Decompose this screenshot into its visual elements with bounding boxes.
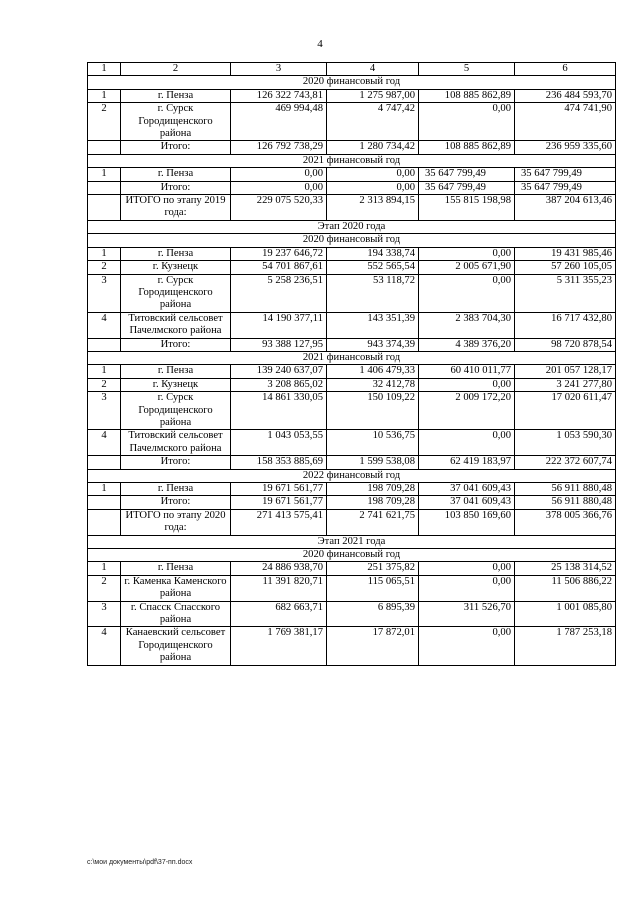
amount-col3: 682 663,71: [231, 601, 327, 627]
header-cell: 5: [419, 63, 515, 76]
section-title: 2021 финансовый год: [88, 351, 616, 364]
amount-total: 56 911 880,48: [515, 496, 616, 509]
table-body: [88, 76, 616, 665]
amount-col3: 19 671 561,77: [231, 483, 327, 496]
amount-col4: 143 351,39: [327, 312, 419, 338]
row-number: 3: [88, 392, 121, 430]
amount-total: 17 020 611,47: [515, 392, 616, 430]
row-number: 2: [88, 103, 121, 141]
amount-col3: 139 240 637,07: [231, 365, 327, 378]
table-row: [88, 627, 616, 665]
municipality-name: Итого:: [121, 496, 231, 509]
header-cell: 2: [121, 63, 231, 76]
table-header-row: [88, 63, 616, 76]
municipality-name: г. Каменка Каменского района: [121, 575, 231, 601]
section-title: 2020 финансовый год: [88, 549, 616, 562]
amount-total: 35 647 799,49: [515, 168, 616, 181]
section-title: 2021 финансовый год: [88, 154, 616, 167]
municipality-name: г. Кузнецк: [121, 378, 231, 391]
table-row: [88, 181, 616, 194]
financing-table: [87, 62, 616, 666]
municipality-name: Итого:: [121, 141, 231, 154]
amount-col5: 37 041 609,43: [419, 496, 515, 509]
amount-col5: 2 383 704,30: [419, 312, 515, 338]
amount-col5: 311 526,70: [419, 601, 515, 627]
municipality-name: ИТОГО по этапу 2019 года:: [121, 195, 231, 221]
amount-col5: 60 410 011,77: [419, 365, 515, 378]
table-row: [88, 456, 616, 469]
municipality-name: г. Кузнецк: [121, 261, 231, 274]
amount-col3: 229 075 520,33: [231, 195, 327, 221]
amount-total: 222 372 607,74: [515, 456, 616, 469]
amount-col3: 19 237 646,72: [231, 247, 327, 260]
amount-total: 16 717 432,80: [515, 312, 616, 338]
header-cell: 3: [231, 63, 327, 76]
amount-col4: 53 118,72: [327, 274, 419, 312]
table-row: [88, 312, 616, 338]
amount-total: 19 431 985,46: [515, 247, 616, 260]
section-row: [88, 220, 616, 233]
municipality-name: Итого:: [121, 181, 231, 194]
row-number: [88, 141, 121, 154]
amount-col5: 37 041 609,43: [419, 483, 515, 496]
section-row: [88, 549, 616, 562]
municipality-name: г. Пенза: [121, 365, 231, 378]
municipality-name: Канаевский сельсовет Городищенского района: [121, 627, 231, 665]
row-number: 2: [88, 575, 121, 601]
row-number: 1: [88, 483, 121, 496]
amount-col3: 54 701 867,61: [231, 261, 327, 274]
amount-total: 57 260 105,05: [515, 261, 616, 274]
row-number: [88, 195, 121, 221]
section-title: Этап 2021 года: [88, 535, 616, 548]
row-number: 2: [88, 261, 121, 274]
amount-col5: 0,00: [419, 247, 515, 260]
municipality-name: г. Пенза: [121, 247, 231, 260]
amount-col3: 1 769 381,17: [231, 627, 327, 665]
table-row: [88, 274, 616, 312]
amount-col5: 0,00: [419, 103, 515, 141]
section-row: [88, 234, 616, 247]
amount-col4: 6 895,39: [327, 601, 419, 627]
municipality-name: Итого:: [121, 338, 231, 351]
amount-col5: 0,00: [419, 627, 515, 665]
amount-col5: 108 885 862,89: [419, 89, 515, 102]
table-row: [88, 601, 616, 627]
row-number: [88, 456, 121, 469]
amount-col4: 150 109,22: [327, 392, 419, 430]
municipality-name: Титовский сельсовет Пачелмского района: [121, 430, 231, 456]
section-row: [88, 351, 616, 364]
amount-col4: 552 565,54: [327, 261, 419, 274]
amount-total: 3 241 277,80: [515, 378, 616, 391]
table-row: [88, 509, 616, 535]
amount-col5: 103 850 169,60: [419, 509, 515, 535]
amount-col3: 11 391 820,71: [231, 575, 327, 601]
row-number: 1: [88, 247, 121, 260]
municipality-name: г. Спасск Спасского района: [121, 601, 231, 627]
amount-total: 56 911 880,48: [515, 483, 616, 496]
table-row: [88, 430, 616, 456]
amount-total: 236 484 593,70: [515, 89, 616, 102]
table-row: [88, 496, 616, 509]
amount-total: 98 720 878,54: [515, 338, 616, 351]
amount-col3: 271 413 575,41: [231, 509, 327, 535]
municipality-name: г. Сурск Городищенского района: [121, 392, 231, 430]
row-number: 1: [88, 365, 121, 378]
amount-col4: 32 412,78: [327, 378, 419, 391]
amount-col3: 0,00: [231, 181, 327, 194]
table-row: [88, 562, 616, 575]
amount-col4: 1 406 479,33: [327, 365, 419, 378]
amount-col4: 4 747,42: [327, 103, 419, 141]
row-number: 1: [88, 562, 121, 575]
amount-col4: 1 280 734,42: [327, 141, 419, 154]
amount-col5: 0,00: [419, 575, 515, 601]
section-row: [88, 535, 616, 548]
amount-col3: 3 208 865,02: [231, 378, 327, 391]
table-row: [88, 483, 616, 496]
amount-col3: 1 043 053,55: [231, 430, 327, 456]
municipality-name: ИТОГО по этапу 2020 года:: [121, 509, 231, 535]
municipality-name: г. Пенза: [121, 562, 231, 575]
amount-col5: 2 005 671,90: [419, 261, 515, 274]
table-row: [88, 261, 616, 274]
row-number: [88, 496, 121, 509]
municipality-name: Итого:: [121, 456, 231, 469]
table-row: [88, 365, 616, 378]
amount-col5: 0,00: [419, 430, 515, 456]
amount-col3: 126 322 743,81: [231, 89, 327, 102]
amount-total: 35 647 799,49: [515, 181, 616, 194]
municipality-name: г. Сурск Городищенского района: [121, 103, 231, 141]
section-row: [88, 154, 616, 167]
row-number: [88, 338, 121, 351]
row-number: 4: [88, 627, 121, 665]
municipality-name: г. Пенза: [121, 89, 231, 102]
row-number: 2: [88, 378, 121, 391]
amount-col3: 469 994,48: [231, 103, 327, 141]
section-row: [88, 76, 616, 89]
header-cell: 1: [88, 63, 121, 76]
amount-col4: 10 536,75: [327, 430, 419, 456]
amount-col5: 35 647 799,49: [419, 168, 515, 181]
amount-col4: 251 375,82: [327, 562, 419, 575]
row-number: 1: [88, 89, 121, 102]
amount-col5: 108 885 862,89: [419, 141, 515, 154]
section-title: 2020 финансовый год: [88, 76, 616, 89]
amount-col4: 2 313 894,15: [327, 195, 419, 221]
amount-total: 11 506 886,22: [515, 575, 616, 601]
amount-col3: 14 861 330,05: [231, 392, 327, 430]
amount-total: 1 053 590,30: [515, 430, 616, 456]
amount-col3: 19 671 561,77: [231, 496, 327, 509]
amount-col5: 62 419 183,97: [419, 456, 515, 469]
amount-col5: 0,00: [419, 378, 515, 391]
table-row: [88, 141, 616, 154]
amount-col4: 1 599 538,08: [327, 456, 419, 469]
section-title: 2020 финансовый год: [88, 234, 616, 247]
header-cell: 4: [327, 63, 419, 76]
table-row: [88, 168, 616, 181]
amount-col4: 0,00: [327, 168, 419, 181]
amount-col5: 0,00: [419, 562, 515, 575]
row-number: [88, 181, 121, 194]
page-number: 4: [317, 38, 323, 50]
amount-col3: 126 792 738,29: [231, 141, 327, 154]
amount-col3: 5 258 236,51: [231, 274, 327, 312]
municipality-name: г. Пенза: [121, 483, 231, 496]
amount-total: 5 311 355,23: [515, 274, 616, 312]
row-number: [88, 509, 121, 535]
row-number: 1: [88, 168, 121, 181]
table-row: [88, 103, 616, 141]
amount-total: 1 001 085,80: [515, 601, 616, 627]
amount-col4: 943 374,39: [327, 338, 419, 351]
amount-col4: 194 338,74: [327, 247, 419, 260]
amount-col5: 2 009 172,20: [419, 392, 515, 430]
amount-total: 236 959 335,60: [515, 141, 616, 154]
table-row: [88, 195, 616, 221]
amount-col4: 0,00: [327, 181, 419, 194]
amount-col5: 35 647 799,49: [419, 181, 515, 194]
section-title: 2022 финансовый год: [88, 469, 616, 482]
amount-col4: 1 275 987,00: [327, 89, 419, 102]
amount-total: 25 138 314,52: [515, 562, 616, 575]
table-row: [88, 89, 616, 102]
amount-col3: 93 388 127,95: [231, 338, 327, 351]
amount-col4: 2 741 621,75: [327, 509, 419, 535]
amount-col3: 158 353 885,69: [231, 456, 327, 469]
table-row: [88, 392, 616, 430]
header-cell: 6: [515, 63, 616, 76]
amount-total: 387 204 613,46: [515, 195, 616, 221]
section-row: [88, 469, 616, 482]
amount-total: 474 741,90: [515, 103, 616, 141]
row-number: 4: [88, 312, 121, 338]
amount-col4: 198 709,28: [327, 483, 419, 496]
amount-total: 201 057 128,17: [515, 365, 616, 378]
amount-col5: 155 815 198,98: [419, 195, 515, 221]
amount-col4: 17 872,01: [327, 627, 419, 665]
amount-col4: 198 709,28: [327, 496, 419, 509]
table-row: [88, 338, 616, 351]
amount-total: 378 005 366,76: [515, 509, 616, 535]
municipality-name: г. Сурск Городищенского района: [121, 274, 231, 312]
municipality-name: Титовский сельсовет Пачелмского района: [121, 312, 231, 338]
table-row: [88, 378, 616, 391]
amount-col5: 4 389 376,20: [419, 338, 515, 351]
amount-col3: 24 886 938,70: [231, 562, 327, 575]
row-number: 3: [88, 601, 121, 627]
municipality-name: г. Пенза: [121, 168, 231, 181]
file-path-footer: c:\мои документы\pdf\37-пп.docx: [87, 859, 193, 866]
amount-col3: 0,00: [231, 168, 327, 181]
amount-col5: 0,00: [419, 274, 515, 312]
amount-col4: 115 065,51: [327, 575, 419, 601]
row-number: 3: [88, 274, 121, 312]
table-row: [88, 575, 616, 601]
row-number: 4: [88, 430, 121, 456]
table-row: [88, 247, 616, 260]
section-title: Этап 2020 года: [88, 220, 616, 233]
amount-total: 1 787 253,18: [515, 627, 616, 665]
amount-col3: 14 190 377,11: [231, 312, 327, 338]
